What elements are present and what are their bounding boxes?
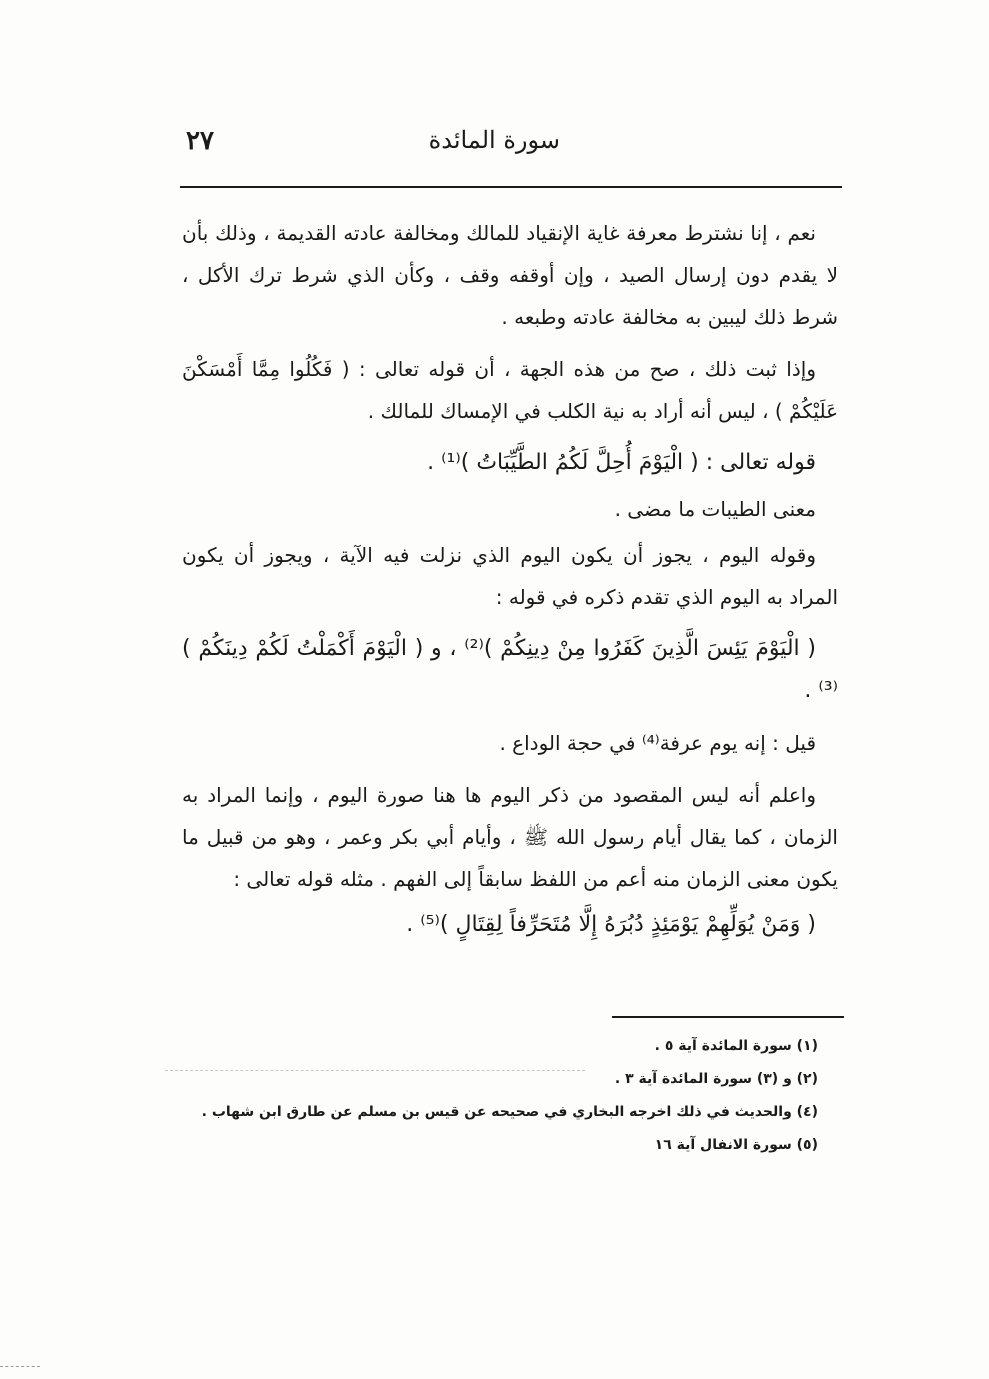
paragraph: وإذا ثبت ذلك ، صح من هذه الجهة ، أن قوله تعالى : ( فَكُلُوا مِمَّا أَمْسَكْنَ عَلَيْكُمْ ) ، ليس أنه أراد به نية الكلب في الإمساك للمالك .: [182, 357, 838, 423]
paragraph: وقوله اليوم ، يجوز أن يكون اليوم الذي نزلت فيه الآية ، ويجوز أن يكون المراد به اليوم الذي تقدم ذكره في قوله :: [182, 543, 838, 609]
scan-edge-mark: [0, 1366, 40, 1367]
verse-paragraph: ( الْيَوْمَ يَئِسَ الَّذِينَ كَفَرُوا مِنْ دِينِكُمْ )⁽²⁾ ، و ( الْيَوْمَ أَكْمَلْتُ لَكُمْ دِينَكُمْ )⁽³⁾ .: [182, 636, 838, 703]
footnotes: [180, 1030, 840, 1162]
footnote: (٢) و (٣) سورة المائدة آية ٣ .: [614, 1071, 818, 1087]
paragraph: نعم ، إنا نشترط معرفة غاية الإنقياد للمالك ومخالفة عادته القديمة ، وذلك بأن لا يقدم دون إرسال الصيد ، وإن أوقفه وقف ، وكأن الذي شرط ترك الأكل ، شرط ذلك ليبين به مخالفة عادته وطبعه .: [182, 221, 838, 329]
page-header: [180, 120, 840, 170]
footnote: (٥) سورة الانفال آية ١٦: [654, 1137, 818, 1153]
footnote: (٤) والحديث في ذلك اخرجه البخاري في صحيحه عن قيس بن مسلم عن طارق ابن شهاب .: [201, 1104, 818, 1120]
verse-paragraph: ( وَمَنْ يُوَلِّهِمْ يَوْمَئِذٍ دُبُرَهُ إِلَّا مُتَحَرِّفاً لِقِتَالٍ )⁽⁵⁾ .: [406, 912, 816, 937]
paragraph: واعلم أنه ليس المقصود من ذكر اليوم ها هنا صورة اليوم ، وإنما المراد به الزمان ، كما يقال أيام رسول الله ﷺ ، وأيام أبي بكر وعمر ، وهو من قبيل ما يكون معنى الزمان منه أعم من اللفظ سابقاً إلى الفهم . مثله قوله تعالى :: [182, 783, 838, 891]
footnote: (١) سورة المائدة آية ٥ .: [654, 1038, 818, 1054]
footnote-divider: [612, 1016, 844, 1018]
page-title: سورة المائدة: [428, 126, 560, 154]
paragraph: قيل : إنه يوم عرفة⁽⁴⁾ في حجة الوداع .: [499, 731, 816, 755]
paragraph: معنى الطيبات ما مضى .: [614, 497, 816, 521]
main-text: [182, 212, 838, 956]
page-number: ٢٧: [186, 126, 214, 156]
header-divider: [180, 186, 842, 188]
verse-paragraph: قوله تعالى : ( الْيَوْمَ أُحِلَّ لَكُمُ الطَّيِّبَاتُ )⁽¹⁾ .: [427, 450, 816, 475]
